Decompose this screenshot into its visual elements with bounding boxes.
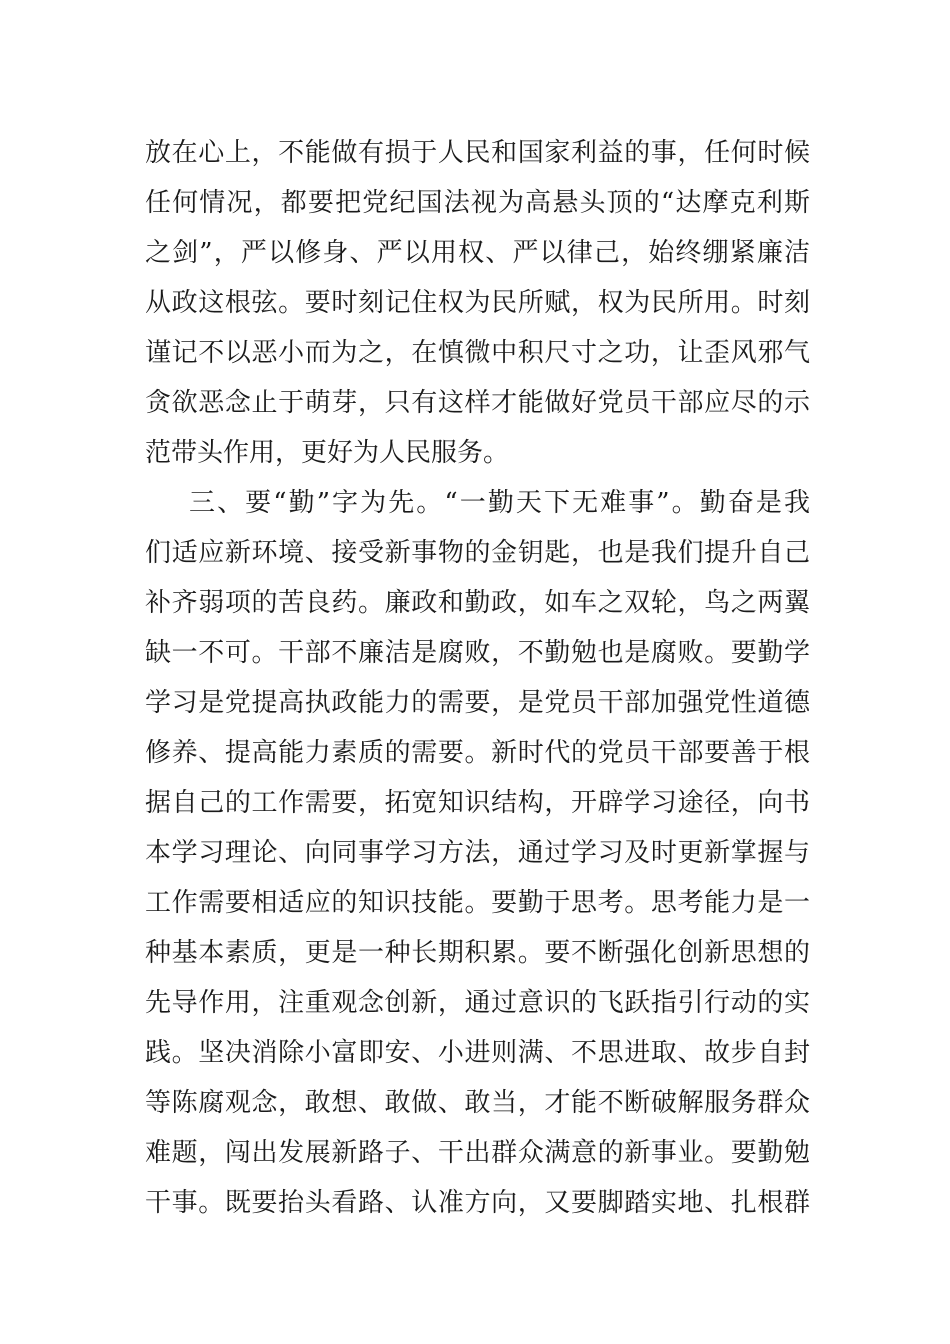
text-line: 们适应新环境、接受新事物的金钥匙，也是我们提升自己: [145, 538, 810, 568]
text-line: 工作需要相适应的知识技能。要勤于思考。思考能力是一: [145, 888, 810, 918]
text-line: 贪欲恶念止于萌芽，只有这样才能做好党员干部应尽的示: [145, 388, 810, 418]
text-line: 难题，闯出发展新路子、干出群众满意的新事业。要勤勉: [145, 1138, 810, 1168]
text-line: 种基本素质，更是一种长期积累。要不断强化创新思想的: [145, 938, 810, 968]
text-line: 学习是党提高执政能力的需要，是党员干部加强党性道德: [145, 688, 810, 718]
text-line: 据自己的工作需要，拓宽知识结构，开辟学习途径，向书: [145, 788, 810, 818]
text-line: 践。坚决消除小富即安、小进则满、不思进取、故步自封: [145, 1038, 810, 1068]
text-line: 缺一不可。干部不廉洁是腐败，不勤勉也是腐败。要勤学: [145, 638, 810, 668]
text-line: 放在心上，不能做有损于人民和国家利益的事，任何时候: [145, 138, 810, 168]
text-line: 本学习理论、向同事学习方法，通过学习及时更新掌握与: [145, 838, 810, 868]
text-line: 等陈腐观念，敢想、敢做、敢当，才能不断破解服务群众: [145, 1088, 810, 1118]
section-heading-line: 三、要“勤”字为先。“一勤天下无难事”。勤奋是我: [189, 488, 810, 518]
text-line: 范带头作用，更好为人民服务。: [145, 438, 510, 468]
text-line: 从政这根弦。要时刻记住权为民所赋，权为民所用。时刻: [145, 288, 810, 318]
text-line: 修养、提高能力素质的需要。新时代的党员干部要善于根: [145, 738, 810, 768]
text-line: 干事。既要抬头看路、认准方向，又要脚踏实地、扎根群: [145, 1188, 810, 1218]
text-line: 先导作用，注重观念创新，通过意识的飞跃指引行动的实: [145, 988, 810, 1018]
text-line: 任何情况，都要把党纪国法视为高悬头顶的“达摩克利斯: [145, 188, 810, 218]
body-text: [145, 128, 810, 1228]
text-line: 之剑”，严以修身、严以用权、严以律己，始终绷紧廉洁: [145, 238, 810, 268]
text-line: 谨记不以恶小而为之，在慎微中积尺寸之功，让歪风邪气: [145, 338, 810, 368]
text-line: 补齐弱项的苦良药。廉政和勤政，如车之双轮，鸟之两翼: [145, 588, 810, 618]
